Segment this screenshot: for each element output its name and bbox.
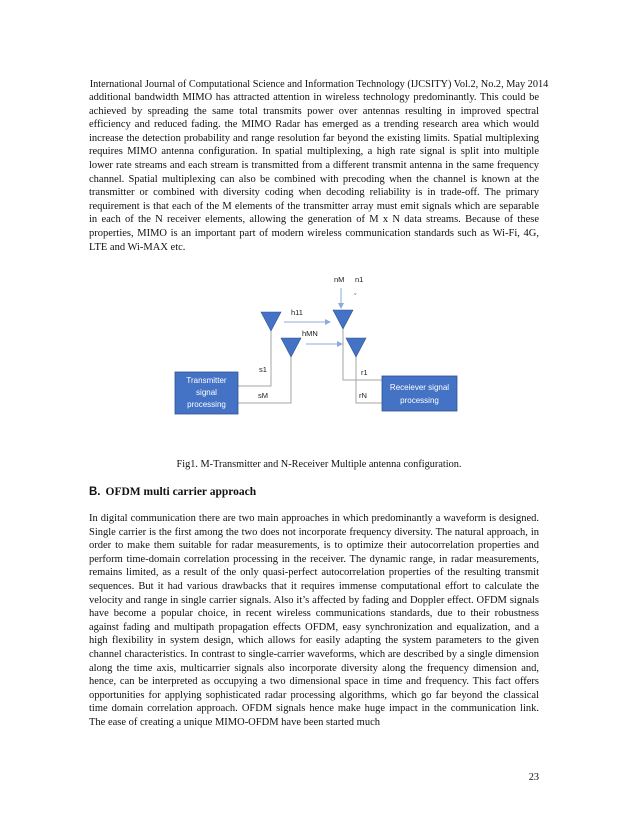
- mimo-antenna-diagram: [160, 268, 480, 418]
- figure-caption: Fig1. M-Transmitter and N-Receiver Multiple antenna configuration.: [176, 459, 462, 470]
- body-paragraph-ofdm: In digital communication there are two main approaches in which predominantly a waveform is designed. Single carrier is the first among the two does not incorporate frequency diversity. The natural approach, in order to make them suitable for radar measurements, is to optimize their autocorrelation properties and perform time-domain correlation processing in the receiver. The dynamic range, in radar measurements, remains limited, as a result of the only quasi-perfect autocorrelation properties of the resulting transmit sequences. But it had various drawbacks that it requires immense computational effort to calculate the velocity and range in single carrier signals. Also it’s affected by fading and Doppler effect. OFDM signals have become a popular choice, in recent wireless communications standards, due to their robustness against fading and multipath propagation effects OFDM, easy synchronization and equalization, and a high flexibility in system design, which allows for easily adapting the system parameters to the given channel characteristics. In contrast to single-carrier waveforms, which are described by a single dimension along the time axis, multicarrier signals also incorporate diversity along the frequency dimension and, hence, can be interpreted as occupying a two dimensional space in time and frequency. This fact offers opportunities for applying sophisticated radar processing algorithms, which go far beyond the classical time domain correlation approach. OFDM signals hence make huge impact in the communication link. The ease of creating a unique MIMO-OFDM have been started much: [89, 513, 539, 728]
- rx-antenna-1: [333, 310, 353, 329]
- rx-antenna-n: [346, 338, 366, 357]
- label-nM: nM: [334, 275, 345, 284]
- tx-antenna-1: [261, 312, 281, 331]
- receiver-box: [382, 376, 457, 411]
- section-title: OFDM multi carrier approach: [105, 486, 257, 498]
- tx-antenna-m: [281, 338, 301, 357]
- label-s1: s1: [259, 365, 267, 374]
- transmitter-box-line-1: Transmitter: [186, 376, 227, 385]
- label-h11: h11: [291, 308, 303, 317]
- transmitter-box-line-2: signal: [196, 388, 217, 397]
- journal-header: International Journal of Computational Science and Information Technology (IJCSITY) Vol.2, No.2, May 2014: [89, 79, 549, 90]
- incoming-arrowhead-nm: [338, 303, 344, 309]
- label-hMN: hMN: [302, 329, 318, 338]
- section-heading: [89, 485, 256, 499]
- channel-arrowhead-hmn: [337, 341, 343, 347]
- wire-s1: [238, 330, 271, 386]
- label-n1: n1: [355, 275, 364, 284]
- body-paragraph-mimo: additional bandwidth MIMO has attracted attention in wireless technology predominantly. This could be achieved by spreading the same total transmits power over antennas resulting in improved spectral efficiency and reduced fading. the MIMO Radar has emerged as a trending research area which would increase the detection probability and range resolution far beyond the existing limits. Spatial multiplexing requires MIMO antenna configuration. In spatial multiplexing, a high rate signal is split into multiple lower rate streams and each stream is transmitted from a different transmit antenna in the same frequency channel. Spatial multiplexing can also be combined with precoding when the channel is known at the transmitter or combined with diversity coding when decoding reliability is in trade-off. The primary requirement is that each of the M elements of the transmitter array must emit signals which are separable in each of the N receiver elements, allowing the generation of M x N data streams. Because of these properties, MIMO is an important part of modern wireless communication standards such as Wi-Fi, 4G, LTE and Wi-MAX etc.: [89, 92, 539, 253]
- channel-arrowhead-h11: [325, 319, 331, 325]
- label-rN: rN: [359, 391, 367, 400]
- label-r1: r1: [361, 368, 368, 377]
- transmitter-box-line-3: processing: [187, 400, 226, 409]
- page-number: 23: [528, 772, 539, 783]
- label-sM: sM: [258, 391, 268, 400]
- section-letter: B.: [89, 486, 101, 498]
- receiver-box-line-2: processing: [400, 396, 439, 405]
- receiver-box-line-1: Receiever signal: [389, 383, 450, 392]
- label-dots: ˇ: [354, 292, 357, 301]
